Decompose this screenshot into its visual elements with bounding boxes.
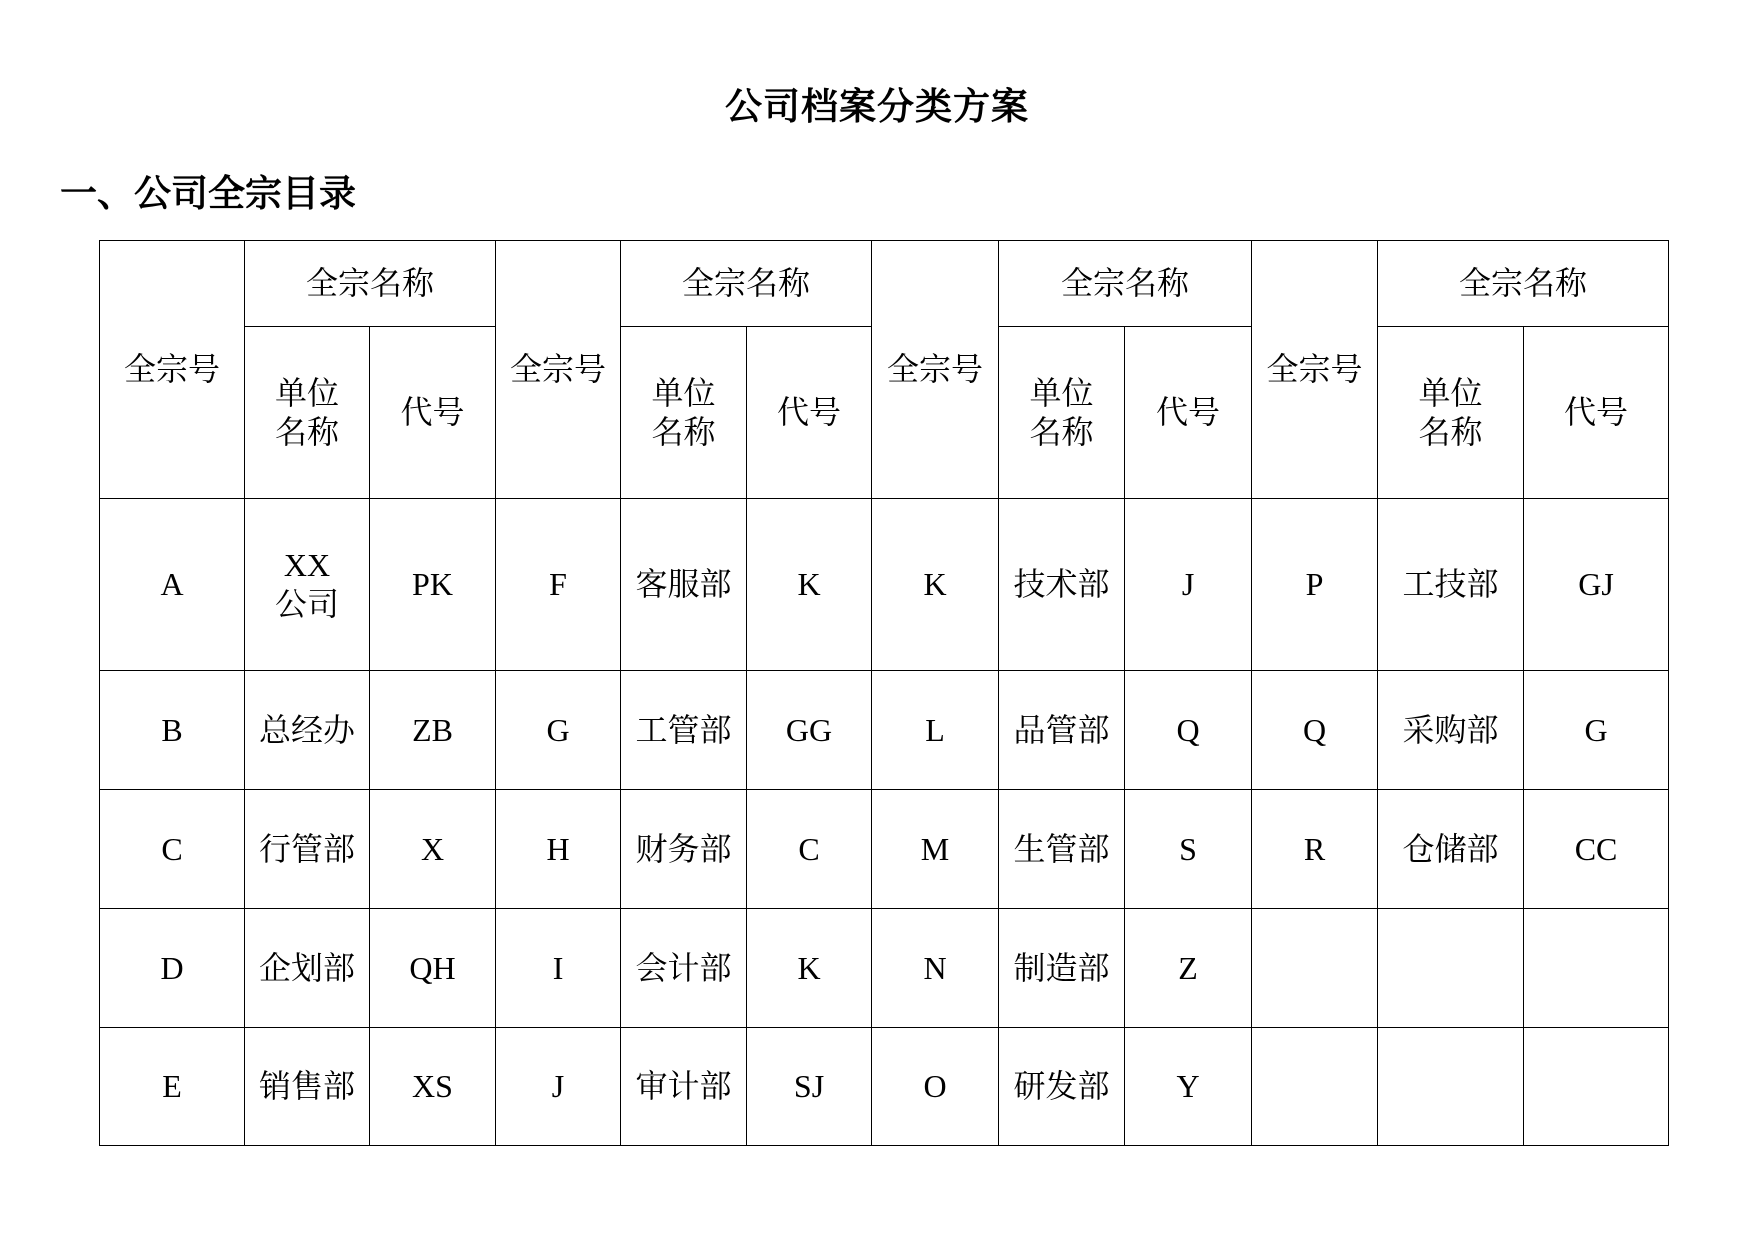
fonds-no-cell (1252, 1028, 1378, 1146)
fonds-no-cell: M (872, 790, 999, 909)
unit-name-cell: 工技部 (1378, 499, 1524, 671)
header-row-1 (100, 241, 1669, 327)
code-cell: GG (747, 671, 872, 790)
fonds-no-cell: G (496, 671, 621, 790)
code-cell (1524, 1028, 1669, 1146)
code-cell: Q (1125, 671, 1252, 790)
header-fonds-name: 全宗名称 (621, 241, 872, 327)
table-row (100, 790, 1669, 909)
header-unit-name: 单位 名称 (245, 327, 370, 499)
header-code: 代号 (370, 327, 496, 499)
code-cell: Z (1125, 909, 1252, 1028)
fonds-no-cell: O (872, 1028, 999, 1146)
unit-name-cell (1378, 1028, 1524, 1146)
unit-name-cell: 财务部 (621, 790, 747, 909)
fonds-no-cell: L (872, 671, 999, 790)
table-row (100, 909, 1669, 1028)
unit-name-cell: 审计部 (621, 1028, 747, 1146)
code-cell: J (1125, 499, 1252, 671)
unit-name-cell: 会计部 (621, 909, 747, 1028)
fonds-no-cell: Q (1252, 671, 1378, 790)
code-cell: XS (370, 1028, 496, 1146)
code-cell: K (747, 499, 872, 671)
code-cell: G (1524, 671, 1669, 790)
unit-name-cell: 行管部 (245, 790, 370, 909)
fonds-no-cell: H (496, 790, 621, 909)
unit-name-cell: 企划部 (245, 909, 370, 1028)
fonds-no-cell: F (496, 499, 621, 671)
code-cell: GJ (1524, 499, 1669, 671)
header-fonds-name: 全宗名称 (999, 241, 1252, 327)
fonds-no-cell: E (100, 1028, 245, 1146)
code-cell: CC (1524, 790, 1669, 909)
unit-name-cell: 生管部 (999, 790, 1125, 909)
header-fonds-no: 全宗号 (1252, 241, 1378, 499)
fonds-no-cell: I (496, 909, 621, 1028)
fonds-no-cell: B (100, 671, 245, 790)
unit-name-cell: 销售部 (245, 1028, 370, 1146)
unit-name-cell: 工管部 (621, 671, 747, 790)
header-unit-name: 单位 名称 (1378, 327, 1524, 499)
header-fonds-name: 全宗名称 (1378, 241, 1669, 327)
header-unit-name: 单位 名称 (621, 327, 747, 499)
unit-name-cell: 仓储部 (1378, 790, 1524, 909)
fonds-no-cell (1252, 909, 1378, 1028)
document-title: 公司档案分类方案 (725, 85, 1029, 128)
code-cell (1524, 909, 1669, 1028)
code-cell: K (747, 909, 872, 1028)
table-row (100, 499, 1669, 671)
header-code: 代号 (1125, 327, 1252, 499)
table-row (100, 671, 1669, 790)
unit-name-cell: 制造部 (999, 909, 1125, 1028)
header-unit-name: 单位 名称 (999, 327, 1125, 499)
fonds-no-cell: K (872, 499, 999, 671)
header-fonds-no: 全宗号 (496, 241, 621, 499)
section-title: 一、公司全宗目录 (60, 172, 356, 215)
unit-name-cell: 总经办 (245, 671, 370, 790)
fonds-no-cell: D (100, 909, 245, 1028)
unit-name-cell: 研发部 (999, 1028, 1125, 1146)
header-fonds-no: 全宗号 (100, 241, 245, 499)
fonds-no-cell: J (496, 1028, 621, 1146)
unit-name-cell (1378, 909, 1524, 1028)
fonds-no-cell: P (1252, 499, 1378, 671)
code-cell: QH (370, 909, 496, 1028)
unit-name-cell: 品管部 (999, 671, 1125, 790)
fonds-catalog-table (99, 240, 1669, 1146)
fonds-no-cell: N (872, 909, 999, 1028)
header-fonds-name: 全宗名称 (245, 241, 496, 327)
header-fonds-no: 全宗号 (872, 241, 999, 499)
code-cell: ZB (370, 671, 496, 790)
unit-name-cell: 采购部 (1378, 671, 1524, 790)
code-cell: SJ (747, 1028, 872, 1146)
header-code: 代号 (747, 327, 872, 499)
table-row (100, 1028, 1669, 1146)
code-cell: X (370, 790, 496, 909)
code-cell: S (1125, 790, 1252, 909)
header-code: 代号 (1524, 327, 1669, 499)
unit-name-cell: 技术部 (999, 499, 1125, 671)
code-cell: Y (1125, 1028, 1252, 1146)
code-cell: C (747, 790, 872, 909)
code-cell: PK (370, 499, 496, 671)
unit-name-cell: XX 公司 (245, 499, 370, 671)
fonds-no-cell: A (100, 499, 245, 671)
fonds-no-cell: R (1252, 790, 1378, 909)
fonds-no-cell: C (100, 790, 245, 909)
unit-name-cell: 客服部 (621, 499, 747, 671)
